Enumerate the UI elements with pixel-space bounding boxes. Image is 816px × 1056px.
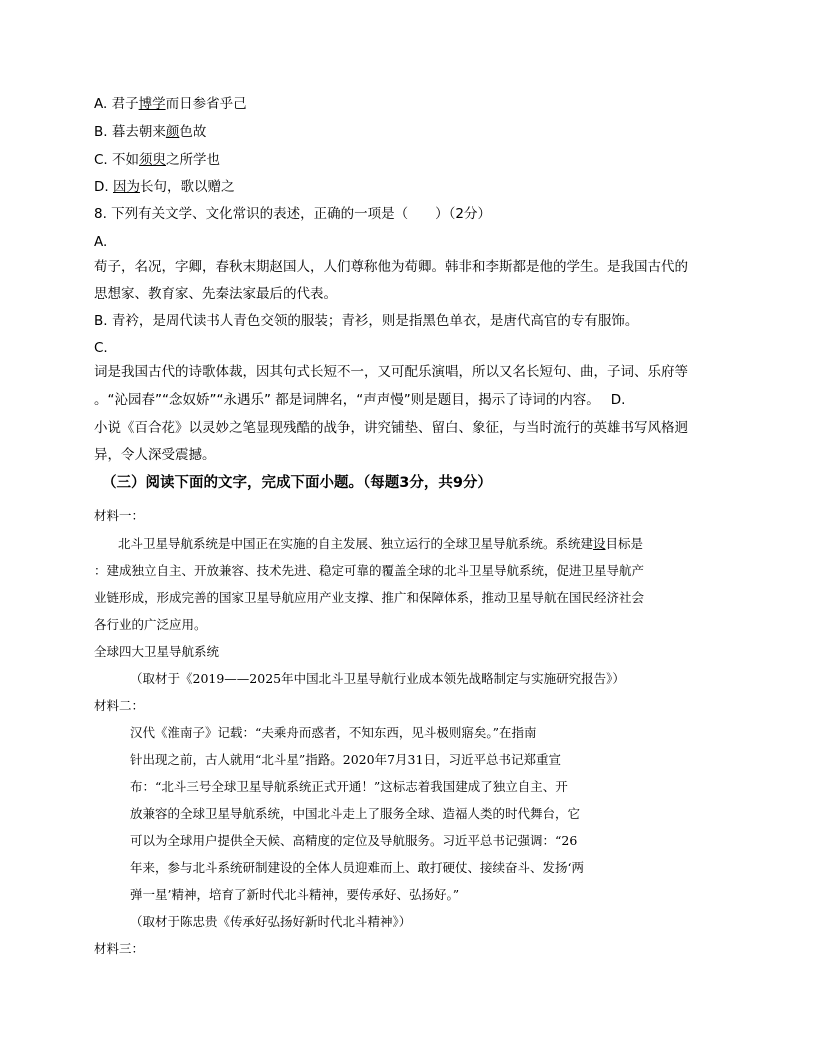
material-1-paragraph-line: ：建成独立自主、开放兼容、技术先进、稳定可靠的覆盖全球的北斗卫星导航系统，促进卫星导航产: [94, 563, 645, 578]
underlined-word: 因为: [112, 179, 140, 195]
question-8-option-d-line: 小说《百合花》以灵妙之笔显现残酷的战争，讲究铺垫、留白、象征，与当时流行的英雄书写风格迥: [94, 420, 688, 436]
option-7b: [94, 123, 206, 141]
material-3-label: 材料三：: [94, 941, 145, 956]
option-text: 长句，歌以赠之: [139, 179, 235, 195]
material-2-line: 针出现之前，古人就用“北斗星”指路。2020年7月31日，习近平总书记郑重宣: [130, 752, 561, 767]
underlined-word: 设: [593, 536, 606, 551]
option-7d: [94, 178, 234, 196]
option-text: 而日参省乎己: [165, 96, 247, 112]
option-7c: [94, 151, 220, 169]
material-1-source: （取材于《2019——2025年中国北斗卫星导航行业成本领先战略制定与实施研究报告》）: [130, 671, 625, 686]
option-text: B. 暮去朝来: [94, 124, 166, 140]
question-8-option-d-line: 异，令人深受震撼。: [94, 447, 216, 463]
material-2-line: 放兼容的全球卫星导航系统，中国北斗走上了服务全球、造福人类的时代舞台，它: [130, 806, 581, 821]
underlined-word: 博学: [138, 96, 166, 112]
material-2-line: 弹一星’精神，培育了新时代北斗精神，要传承好、弘扬好。”: [130, 887, 460, 902]
question-8-option-c-line: 。“沁园春”“念奴娇”“永遇乐” 都是词牌名，“声声慢”则是题目，揭示了诗词的内容。 D.: [94, 392, 626, 408]
question-8-option-c-label: C.: [94, 340, 108, 356]
option-text: 之所学也: [166, 152, 221, 168]
option-text: 色故: [179, 124, 207, 140]
paragraph-text: 目标是: [605, 536, 644, 551]
material-1-paragraph-line: 各行业的广泛应用。: [94, 617, 207, 632]
material-2-line: 汉代《淮南子》记载：“夫乘舟而惑者，不知东西，见斗极则寤矣。”在指南: [130, 725, 537, 740]
material-1-label: 材料一：: [94, 508, 145, 523]
question-8-stem: 8. 下列有关文学、文化常识的表述，正确的一项是（ ）（2分）: [94, 206, 492, 222]
question-8-option-c-line: 词是我国古代的诗歌体裁，因其句式长短不一，又可配乐演唱，所以又名长短句、曲，子词、乐府等: [94, 364, 688, 380]
option-7a: [94, 95, 247, 113]
figure-title: 全球四大卫星导航系统: [94, 644, 220, 659]
underlined-word: 须臾: [139, 152, 167, 168]
question-8-option-b: B. 青衿，是周代读书人青色交领的服装；青衫，则是指黑色单衣，是唐代高官的专有服饰。: [94, 313, 639, 329]
material-2-line: 布：“北斗三号全球卫星导航系统正式开通！”这标志着我国建成了独立自主、开: [130, 779, 568, 794]
question-8-option-a-label: A.: [94, 234, 108, 250]
material-2-line: 年来，参与北斗系统研制建设的全体人员迎难而上、敢打硬仗、接续奋斗、发扬‘两: [130, 860, 584, 875]
material-2-line: 可以为全球用户提供全天候、高精度的定位及导航服务。习近平总书记强调：“26: [130, 833, 578, 848]
option-text: A. 君子: [94, 96, 139, 112]
material-2-source: （取材于陈忠贵《传承好弘扬好新时代北斗精神》）: [130, 914, 412, 929]
option-text: D.: [94, 179, 113, 195]
material-2-label: 材料二：: [94, 698, 145, 713]
paragraph-text: 北斗卫星导航系统是中国正在实施的自主发展、独立运行的全球卫星导航系统。系统建: [118, 536, 594, 551]
section-heading: （三）阅读下面的文字，完成下面小题。（每题3分，共9分）: [102, 475, 492, 491]
material-1-paragraph-line: [118, 535, 643, 553]
option-text: C. 不如: [94, 152, 140, 168]
underlined-word: 颜: [165, 124, 180, 140]
question-8-option-a-line: 荀子，名况，字卿，春秋末期赵国人，人们尊称他为荀卿。韩非和李斯都是他的学生。是我国古代的: [94, 259, 688, 275]
material-1-paragraph-line: 业链形成，形成完善的国家卫星导航应用产业支撑、推广和保障体系，推动卫星导航在国民经济社会: [94, 590, 645, 605]
question-8-option-a-line: 思想家、教育家、先秦法家最后的代表。: [94, 286, 337, 302]
